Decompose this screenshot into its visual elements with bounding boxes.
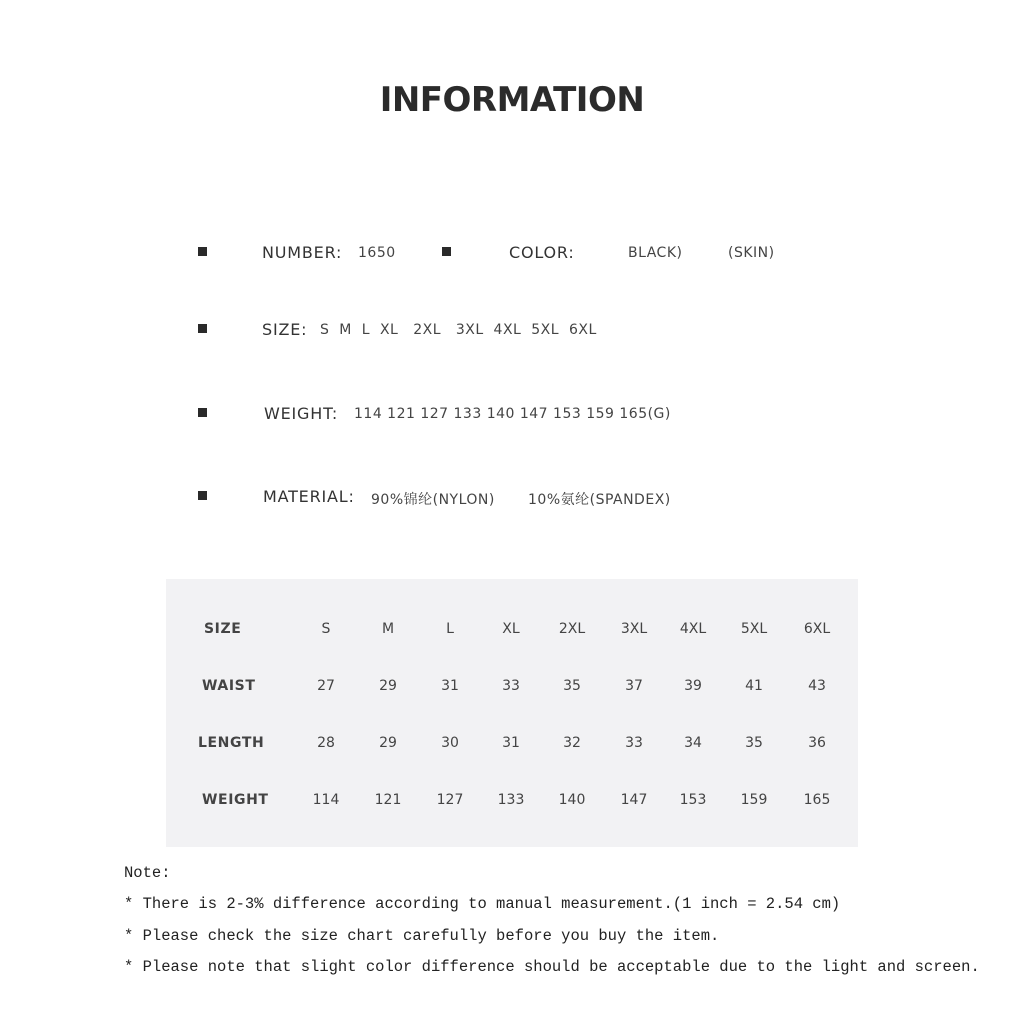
table-cell: 30 (441, 735, 459, 751)
table-cell: 33 (625, 735, 643, 751)
number-label: NUMBER: (262, 243, 343, 262)
size-label: SIZE: (262, 320, 308, 339)
size-header-cell: S (321, 621, 331, 637)
table-cell: 31 (441, 678, 459, 694)
color-label: COLOR: (509, 243, 575, 262)
bullet-icon (198, 408, 207, 417)
table-cell: 33 (502, 678, 520, 694)
note-heading: Note: (124, 864, 171, 882)
weight-label: WEIGHT: (264, 404, 339, 423)
note-line: * Please note that slight color difference should be acceptable due to the light and screen. (124, 958, 980, 976)
table-cell: 35 (745, 735, 763, 751)
size-header-label: SIZE (204, 621, 242, 637)
bullet-icon (198, 491, 207, 500)
note-line: * There is 2-3% difference according to manual measurement.(1 inch = 2.54 cm) (124, 895, 841, 913)
color-value-skin: (SKIN) (728, 245, 775, 261)
table-cell: 28 (317, 735, 335, 751)
table-cell: 153 (679, 792, 707, 808)
size-header-cell: 4XL (679, 621, 707, 637)
table-cell: 31 (502, 735, 520, 751)
size-value: S M L XL 2XL 3XL 4XL 5XL 6XL (320, 322, 597, 338)
size-table (166, 579, 858, 847)
bullet-icon (198, 247, 207, 256)
number-value: 1650 (358, 245, 396, 261)
page-title: INFORMATION (379, 80, 645, 120)
table-cell: 140 (558, 792, 586, 808)
table-cell: 29 (379, 678, 397, 694)
table-cell: 147 (620, 792, 648, 808)
table-cell: 133 (497, 792, 525, 808)
weight-row-label: WEIGHT (202, 792, 269, 808)
material-value-nylon: 90%锦纶(NYLON) (371, 492, 495, 508)
bullet-icon (442, 247, 451, 256)
table-cell: 114 (312, 792, 340, 808)
material-value-spandex: 10%氨纶(SPANDEX) (528, 492, 671, 508)
table-cell: 37 (625, 678, 643, 694)
size-header-cell: L (446, 621, 454, 637)
waist-row-label: WAIST (202, 678, 256, 694)
table-cell: 159 (740, 792, 768, 808)
table-cell: 27 (317, 678, 335, 694)
weight-value: 114 121 127 133 140 147 153 159 165(G) (354, 406, 671, 422)
size-header-cell: 5XL (740, 621, 768, 637)
table-cell: 35 (563, 678, 581, 694)
note-line: * Please check the size chart carefully before you buy the item. (124, 927, 720, 945)
size-header-cell: 2XL (558, 621, 586, 637)
table-cell: 29 (379, 735, 397, 751)
size-header-cell: 6XL (803, 621, 831, 637)
size-header-cell: 3XL (620, 621, 648, 637)
size-header-cell: M (381, 621, 395, 637)
table-cell: 36 (808, 735, 826, 751)
table-cell: 43 (808, 678, 826, 694)
table-cell: 41 (745, 678, 763, 694)
table-cell: 32 (563, 735, 581, 751)
color-value-black: BLACK) (628, 245, 683, 261)
table-cell: 121 (374, 792, 402, 808)
table-cell: 39 (684, 678, 702, 694)
material-label: MATERIAL: (263, 487, 355, 506)
size-header-cell: XL (502, 621, 520, 637)
table-cell: 165 (803, 792, 831, 808)
table-cell: 34 (684, 735, 702, 751)
bullet-icon (198, 324, 207, 333)
table-cell: 127 (436, 792, 464, 808)
length-row-label: LENGTH (198, 735, 265, 751)
